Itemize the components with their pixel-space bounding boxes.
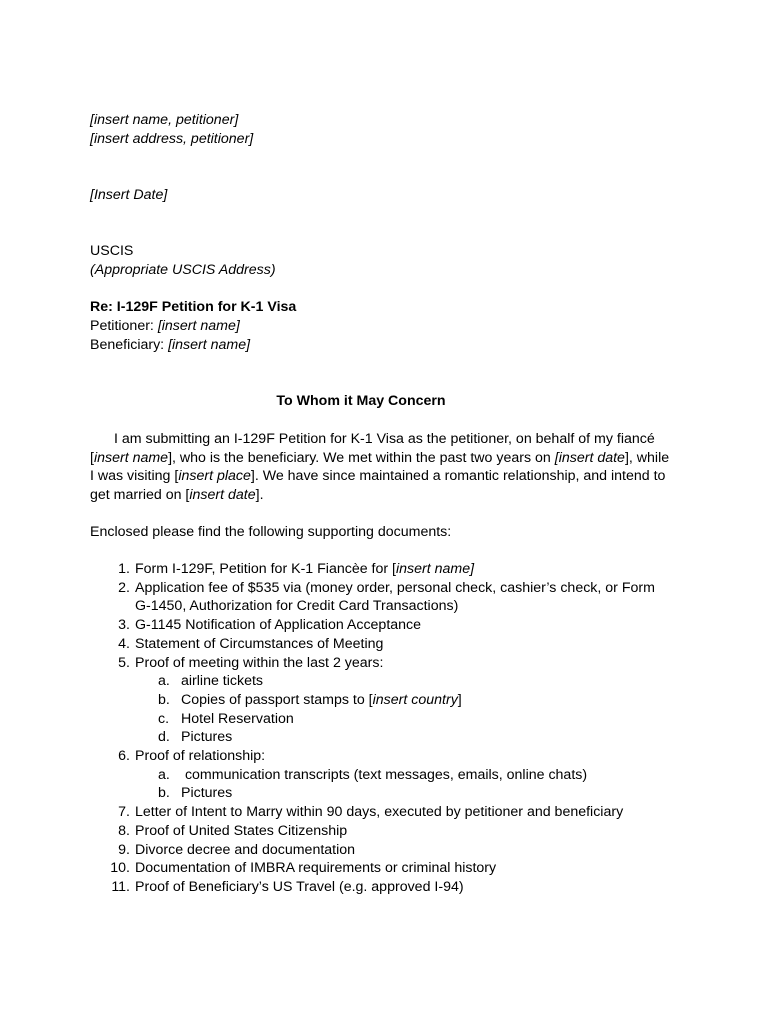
re-beneficiary [90, 336, 250, 354]
body-text: ]. We have since maintained a romantic relationship, and intend to get married on [ [90, 468, 666, 504]
list-text: airline tickets [181, 673, 264, 690]
list-item [90, 878, 690, 897]
list-item [90, 822, 690, 841]
re-petitioner-label: Petitioner: [90, 318, 158, 334]
re-subject: Re: I-129F Petition for K-1 Visa [90, 299, 297, 315]
list-text: Proof of Beneficiary’s US Travel (e.g. approved I-94) [135, 878, 464, 895]
list-subitem [90, 691, 690, 710]
list-item [90, 616, 690, 635]
body-text: I am submitting an I-129F Petition for K-1 Visa as the petitioner, on behalf of my fiancé [ [90, 431, 655, 466]
list-text: communication transcripts (text messages, emails, online chats) [181, 766, 588, 783]
list-item [90, 560, 690, 579]
list-item [90, 747, 690, 766]
list-number: 2. [118, 579, 130, 596]
list-number: 11. [111, 878, 130, 895]
re-petitioner [90, 317, 240, 335]
list-item [90, 803, 690, 822]
re-petitioner-value: [insert name] [157, 318, 240, 334]
list-text: Application fee of $535 via (money order, personal check, cashier’s check, or Form G-1450, Authorization for Credit Card Transactions) [135, 579, 655, 615]
list-subitem [90, 728, 690, 747]
body-placeholder: insert place [178, 468, 251, 485]
letter-date: [Insert Date] [90, 187, 168, 203]
list-text: Proof of meeting within the last 2 years: [135, 654, 384, 671]
list-letter: a. [158, 673, 170, 690]
list-number: 8. [118, 822, 130, 839]
body-placeholder: insert date [189, 487, 256, 504]
list-letter: a. [158, 766, 170, 783]
list-text: Proof of United States Citizenship [135, 822, 348, 839]
petitioner-address: [insert address, petitioner] [90, 131, 254, 147]
list-text: Proof of relationship: [135, 748, 266, 765]
list-text: G-1145 Notification of Application Acceptance [135, 617, 422, 634]
list-text: Statement of Circumstances of Meeting [135, 635, 384, 652]
enclosed-intro: Enclosed please find the following supporting documents: [90, 524, 452, 540]
recipient-name: USCIS [90, 243, 134, 259]
list-letter: d. [158, 729, 170, 746]
list-text: Hotel Reservation [181, 710, 294, 727]
list-text: Form I-129F, Petition for K-1 Fiancèe for [ [135, 561, 396, 577]
re-beneficiary-label: Beneficiary: [90, 337, 169, 353]
re-beneficiary-value: [insert name] [168, 337, 251, 353]
list-subitem [90, 784, 690, 803]
list-letter: b. [158, 691, 170, 708]
list-text: Pictures [181, 729, 233, 746]
body-placeholder: [insert date [554, 449, 625, 466]
documents-list [90, 560, 690, 897]
list-subitem [90, 672, 690, 691]
list-item [90, 841, 690, 860]
list-number: 7. [118, 804, 130, 821]
list-item [90, 579, 690, 616]
list-text: Documentation of IMBRA requirements or criminal history [135, 860, 497, 877]
list-item [90, 654, 690, 673]
list-number: 10. [110, 860, 130, 877]
list-number: 1. [118, 561, 130, 577]
body-paragraph [90, 430, 672, 505]
list-text: Copies of passport stamps to [ [181, 691, 373, 708]
body-text: ]. [255, 487, 264, 504]
list-text: ] [457, 691, 462, 708]
salutation: To Whom it May Concern [276, 393, 446, 409]
body-placeholder: insert name [93, 449, 169, 466]
body-text: ], while I was visiting [ [90, 449, 670, 485]
list-number: 9. [118, 841, 130, 858]
recipient-address: (Appropriate USCIS Address) [90, 262, 276, 278]
list-number: 4. [118, 635, 130, 652]
list-item [90, 859, 690, 878]
list-letter: c. [158, 710, 170, 727]
list-number: 3. [118, 617, 130, 634]
list-item [90, 635, 690, 654]
list-number: 6. [118, 748, 130, 765]
list-letter: b. [158, 785, 170, 802]
list-text: Divorce decree and documentation [135, 841, 356, 858]
petitioner-name: [insert name, petitioner] [90, 112, 239, 128]
list-text: Letter of Intent to Marry within 90 days, executed by petitioner and beneficiary [135, 804, 624, 821]
list-subitem [90, 710, 690, 729]
list-text: Pictures [181, 785, 233, 802]
list-subitem [90, 766, 690, 785]
body-text: ], who is the beneficiary. We met within the past two years on [168, 449, 555, 466]
list-number: 5. [118, 654, 130, 671]
list-placeholder: insert name] [396, 561, 475, 577]
list-placeholder: insert country [372, 691, 458, 708]
